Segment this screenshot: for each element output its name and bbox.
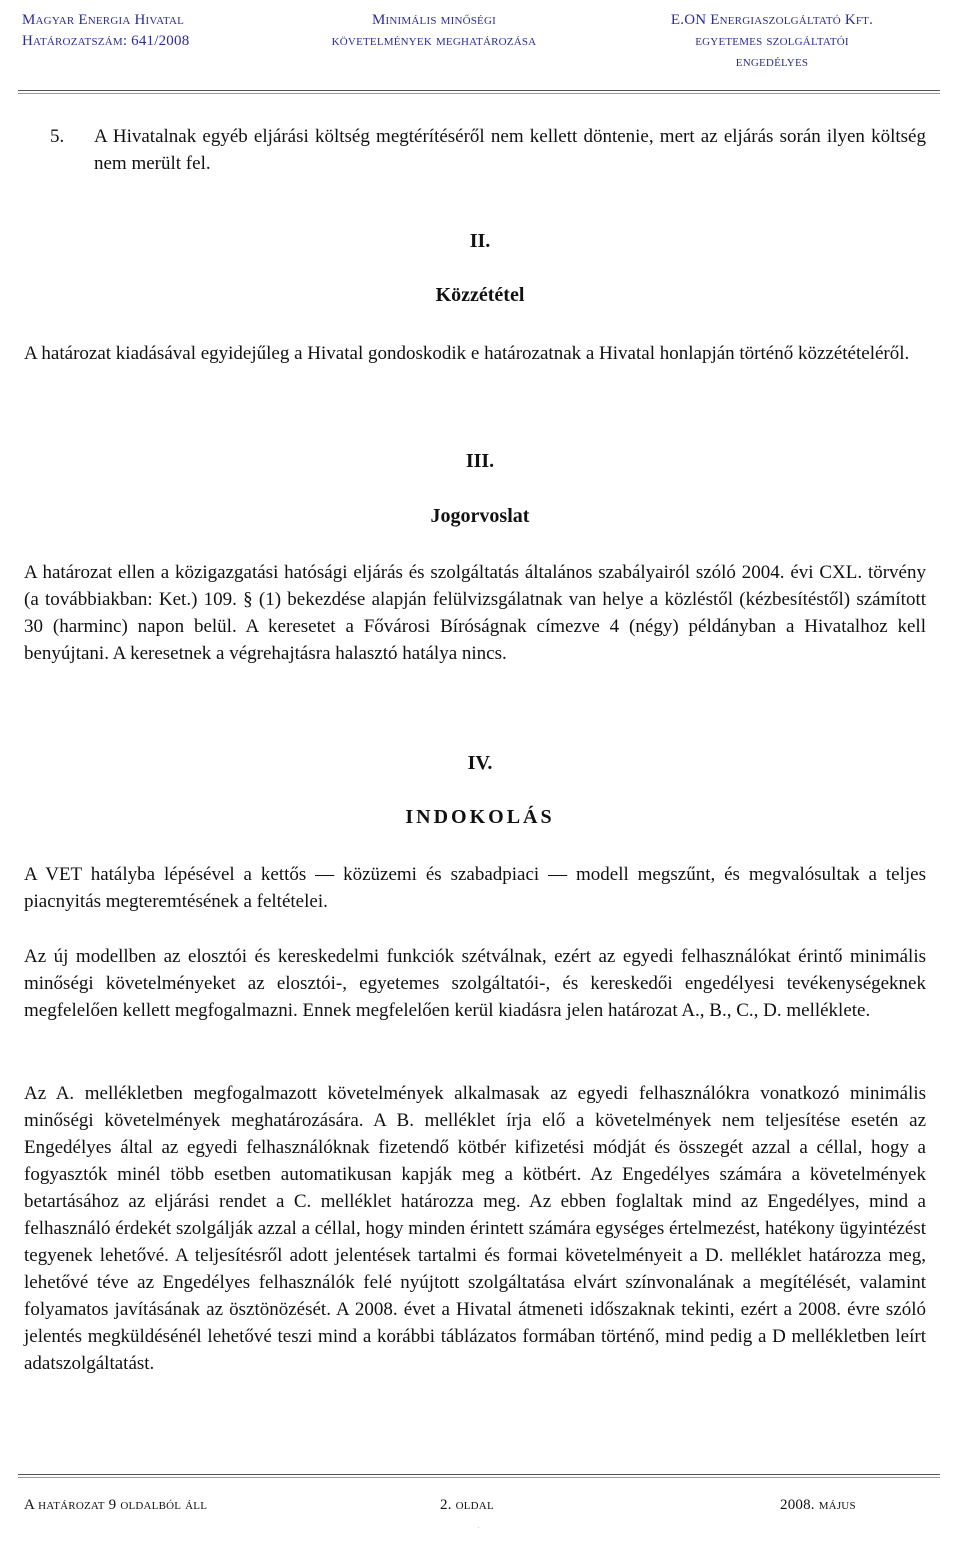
section-iii-body: A határozat ellen a közigazgatási hatósági eljárás és szolgáltatás általános szabályairól szóló 2004. évi CXL. törvény (a továbbiakban: Ket.) 109. § (1) bekezdése alapján felülvizsgálatnak van helye a közléstől (kézbesítéstől) számított 30 (harminc) napon belül. A keresetet a Fővárosi Bíróságnak címezve 4 (négy) példányban a Hivatalhoz kell benyújtani. A keresetnek a végrehajtásra halasztó hatálya nincs. [24, 562, 926, 664]
header-licensee-type: egyetemes szolgáltatói [695, 33, 849, 49]
page-header [22, 10, 938, 88]
section-ii-numeral: II. [469, 230, 491, 252]
item-5-number: 5. [50, 126, 65, 147]
section-ii-title: Közzététel [435, 284, 525, 306]
section-iv-paragraph-1: A VET hatályba lépésével a kettős — közüzemi és szabadpiaci — modell megszűnt, és megvalósultak a teljes piacnyitás megteremtésének a feltételei. [24, 864, 926, 912]
item-5 [24, 123, 926, 177]
footer-divider-thin [18, 1477, 940, 1478]
section-iv-paragraph-3: Az A. mellékletben megfogalmazott követelmények alkalmasak az egyedi felhasználókra vonatkozó minimális minőségi követelmények meghatározására. A B. melléklet írja elő a követelmények nem teljesítése esetén az Engedélyes által az egyedi felhasználóknak fizetendő kötbér kifizetési módját és összegét azzal a céllal, hogy a fogyasztók minél több esetben automatikusan kapják meg a kötbért. Az Engedélyes számára a követelmények betartásához az eljárási rendet a C. melléklet határozza meg. Az ebben foglaltak mind az Engedélyes, mind a felhasználó érdekét szolgálják azzal a céllal, hogy minden érintett számára egységes értelmezést, hatékony ügyintézést tegyenek lehetővé. A teljesítésről adott jelentések tartalmi és formai követelményeit a D. melléklet határozza meg, lehetővé téve az Engedélyes felhasználók felé nyújtott szolgáltatása elvárt színvonalának a megítélését, valamint folyamatos javításának az ösztönözését. A 2008. évet a Hivatal átmeneti időszaknak tekinti, ezért a 2008. évre szóló jelentés megküldésénél lehetővé teszi mind a korábbi táblázatos formában történő, mind pedig a D mellékletben leírt adatszolgáltatást. [24, 1083, 926, 1374]
header-authority-name: Magyar Energia Hivatal [22, 12, 185, 28]
item-5-text: A Hivatalnak egyéb eljárási költség megtérítéséről nem kellett döntenie, mert az eljárás során ilyen költség nem merült fel. [94, 126, 926, 174]
header-divider-thin [18, 93, 940, 94]
header-subject [284, 10, 584, 52]
header-divider [18, 90, 940, 91]
header-subject-line-2: követelmények meghatározása [331, 33, 537, 49]
header-licensee-role: engedélyes [735, 54, 809, 70]
footer-page-number: 2. oldal [440, 1497, 494, 1513]
header-decision-number: Határozatszám: 641/2008 [22, 33, 190, 49]
header-licensee [602, 10, 942, 73]
section-iii-title: Jogorvoslat [430, 505, 530, 527]
header-licensee-name: E.ON Energiaszolgáltató Kft. [670, 12, 874, 28]
section-iii-numeral: III. [465, 450, 495, 472]
section-iv-title: INDOKOLÁS [405, 806, 555, 828]
footer-date: 2008. május [780, 1497, 856, 1513]
section-ii-body: A határozat kiadásával egyidejűleg a Hivatal gondoskodik e határozatnak a Hivatal honlapján történő közzétételéről. [24, 343, 910, 364]
section-iv-paragraph-2: Az új modellben az elosztói és kereskedelmi funkciók szétválnak, ezért az egyedi felhasználókat érintő minimális minőségi követelményeket az elosztói-, egyetemes szolgáltatói-, és kereskedői engedélyesi tevékenységeknek megfelelően kellett megfogalmazni. Ennek megfelelően kerül kiadásra jelen határozat A., B., C., D. melléklete. [24, 946, 926, 1021]
section-iv-numeral: IV. [467, 752, 493, 774]
header-authority [22, 10, 189, 52]
header-subject-line-1: Minimális minőségi [372, 12, 496, 28]
footer-page-count: A határozat 9 oldalból áll [24, 1497, 208, 1513]
footer-dot: . [478, 1524, 480, 1530]
footer-divider [18, 1474, 940, 1475]
